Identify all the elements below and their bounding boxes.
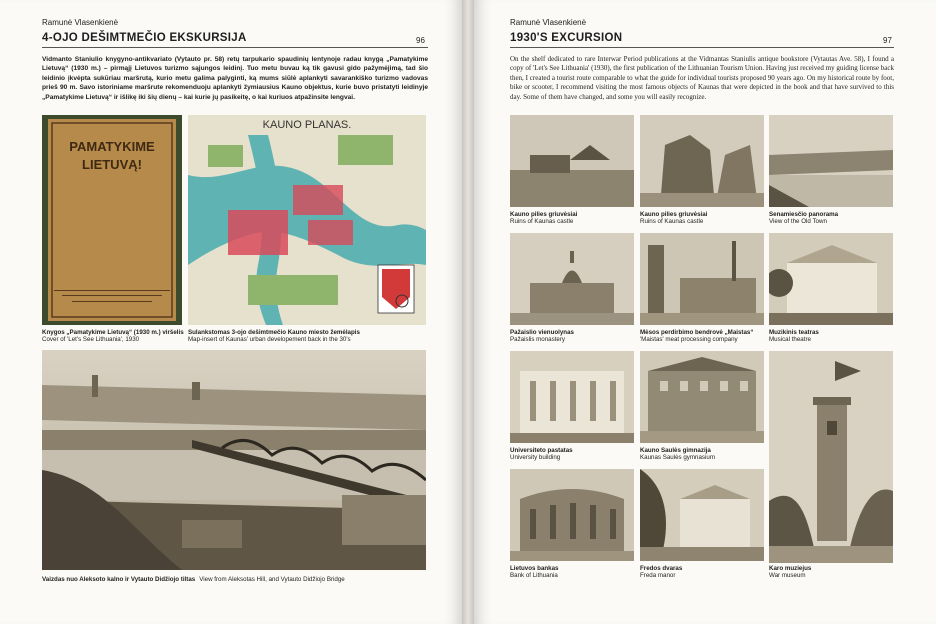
city-map-photo: [188, 115, 426, 325]
old-town-panorama-photo: [769, 115, 893, 207]
photo-caption: [510, 565, 634, 580]
book-cover-photo: [42, 115, 182, 325]
photo-caption: [510, 211, 634, 226]
photo-caption: [640, 211, 764, 226]
caption-lt: Sulankstomas 3-ojo dešimtmečio Kauno miesto žemėlapis: [188, 329, 360, 336]
section-title: 1930'S EXCURSION: [510, 32, 623, 44]
title-rule: [510, 47, 894, 48]
caption-en: View from Aleksotas Hill, and Vytauto Didžiojo Bridge: [199, 576, 345, 583]
bridge-panorama-photo: [42, 350, 426, 570]
caption-en: View of the Old Town: [769, 218, 827, 226]
bridge-caption: [42, 576, 432, 583]
photo-caption: [769, 211, 893, 226]
caption-en: Kaunas Saulės gymnasium: [640, 454, 715, 462]
caption-en: War museum: [769, 572, 806, 580]
photo-caption: [640, 329, 768, 344]
caption-lt: Kauno pilies griuvėsiai: [640, 211, 708, 218]
pazaislis-monastery-photo: [510, 233, 634, 325]
caption-en: Musical theatre: [769, 336, 811, 344]
castle-ruins-photo-1: [510, 115, 634, 207]
caption-en: Ruins of Kaunas castle: [510, 218, 574, 226]
page-number: 96: [416, 36, 425, 45]
caption-lt: Pažaislio vienuolynas: [510, 329, 574, 336]
author-name: Ramunė Vlasenkienė: [510, 18, 587, 27]
caption-lt: Vaizdas nuo Aleksoto kalno ir Vytauto Didžiojo tiltas: [42, 576, 196, 583]
map-title: KAUNO PLANAS.: [262, 119, 352, 131]
photo-caption: [769, 565, 893, 580]
caption-lt: Mėsos perdirbimo bendrovė „Maistas“: [640, 329, 754, 336]
cover-title-line1: PAMATYKIME: [69, 139, 155, 154]
book-cover-caption: [42, 329, 184, 344]
caption-en: 'Maistas' meat processing company: [640, 336, 738, 344]
bank-of-lithuania-photo: [510, 469, 634, 561]
freda-manor-photo: [640, 469, 764, 561]
war-museum-photo: [769, 351, 893, 563]
caption-lt: Knygos „Pamatykime Lietuvą“ (1930 m.) viršelis: [42, 329, 184, 336]
saules-gymnasium-photo: [640, 351, 764, 443]
photo-caption: [510, 329, 634, 344]
page-number: 97: [883, 36, 892, 45]
left-page: [0, 0, 462, 624]
caption-en: Bank of Lithuania: [510, 572, 558, 580]
caption-en: Cover of 'Let's See Lithuania', 1930: [42, 336, 140, 344]
caption-en: Ruins of Kaunas castle: [640, 218, 704, 226]
caption-lt: Muzikinis teatras: [769, 329, 819, 336]
caption-lt: Kauno pilies griuvėsiai: [510, 211, 578, 218]
caption-lt: Universiteto pastatas: [510, 447, 573, 454]
book-gutter: [462, 0, 474, 624]
photo-caption: [640, 447, 764, 462]
caption-en: Map-insert of Kaunas' urban developement back in the 30's: [188, 336, 351, 344]
city-map-caption: [188, 329, 428, 344]
caption-lt: Senamiesčio panorama: [769, 211, 839, 218]
caption-en: Freda manor: [640, 572, 676, 580]
castle-ruins-photo-2: [640, 115, 764, 207]
intro-paragraph: Vidmanto Staniulio knygyno-antikvariato (Vytauto pr. 58) retų tarpukario spaudinių lentynoje radau knygą „Pamatykime Lietuvą“ (1930 m.) – pirmąjį Lietuvos turizmo sąjungos leidinį. Tuo metu buvau ką tik gavusi gido pažymėjimą, tad šio leidinio įkvėpta sukūriau maršrutą, kurio metu galima palyginti, ką mums siūlė aplankyti savarankiško turizmo vadovas prieš 90 m. Savo istoriniame maršrute rekomenduoju aplankyti žymiausius Kauno objektus, kurie buvo pristatyti leidinyje „Pamatykime Lietuvą“ ir išlikę iki šių dienų – kai kurie jų pasikeitę, o kai kuriuos atpažinsite lengvai.: [42, 56, 428, 101]
maistas-company-photo: [640, 233, 764, 325]
caption-lt: Lietuvos bankas: [510, 565, 559, 572]
cover-title-line2: LIETUVĄ!: [82, 157, 142, 172]
title-rule: [42, 47, 428, 48]
section-title: 4-OJO DEŠIMTMEČIO EKSKURSIJA: [42, 32, 247, 44]
intro-paragraph: On the shelf dedicated to rare Interwar Period publications at the Vidmantas Staniulis antique bookstore (Vytautas Ave. 58), I found a copy of 'Let's See Lithuania' (1930), the first publication of the Lithuanian Tourism Union. Having just received my guiding license back then, I created a tourist route comparable to what the guide for individual tourists proposed 90 years ago. On my historical route by foot, bike or scooter, I recommend visiting the most famous objects of Kaunas that were depicted in the book and that have survived to this day. Some of them have changed, and some you will easily recognize.: [510, 55, 894, 101]
caption-lt: Kauno Saulės gimnazija: [640, 447, 711, 454]
caption-lt: Fredos dvaras: [640, 565, 683, 572]
caption-lt: Karo muziejus: [769, 565, 812, 572]
university-building-photo: [510, 351, 634, 443]
author-name: Ramunė Vlasenkienė: [42, 18, 119, 27]
photo-caption: [769, 329, 893, 344]
right-page: [474, 0, 936, 624]
photo-caption: [510, 447, 634, 462]
caption-en: University building: [510, 454, 561, 462]
caption-en: Pažaislis monastery: [510, 336, 566, 344]
musical-theatre-photo: [769, 233, 893, 325]
photo-caption: [640, 565, 764, 580]
